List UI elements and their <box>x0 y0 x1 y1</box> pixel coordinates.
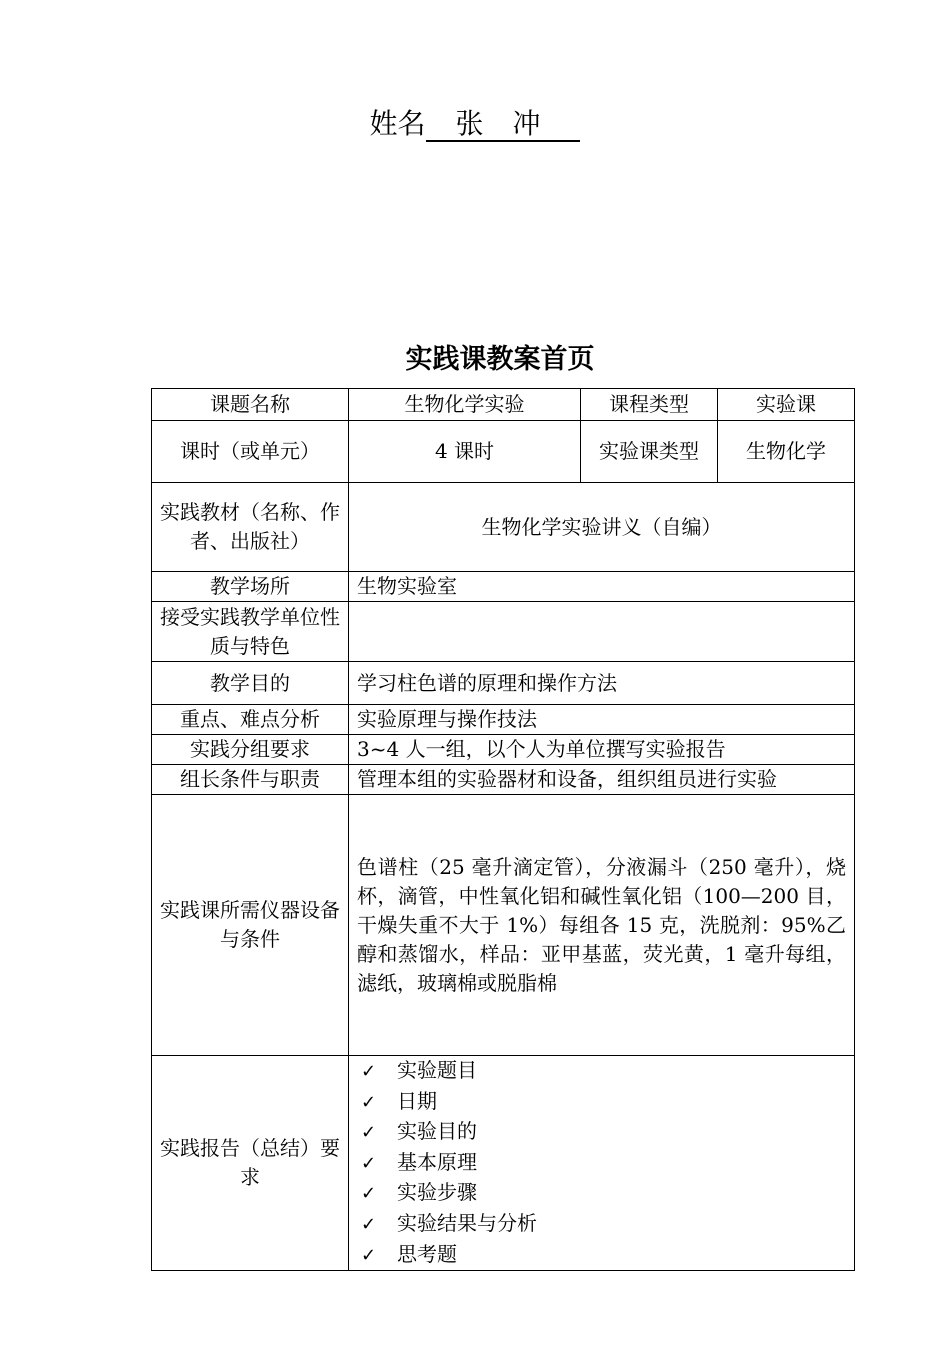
lab-type-value: 生物化学 <box>718 421 855 483</box>
unit-label: 接受实践教学单位性质与特色 <box>152 602 349 662</box>
leader-label: 组长条件与职责 <box>152 765 349 795</box>
checkmark-icon: ✓ <box>361 1244 377 1266</box>
hours-value: 4 课时 <box>349 421 581 483</box>
lab-type-label: 实验课类型 <box>581 421 718 483</box>
report-items-cell <box>349 1056 855 1271</box>
name-value: 张 冲 <box>426 108 581 142</box>
report-item <box>361 1148 846 1179</box>
checkmark-icon: ✓ <box>361 1091 377 1113</box>
topic-value: 生物化学实验 <box>349 389 581 421</box>
course-type-value: 实验课 <box>718 389 855 421</box>
keypoints-label: 重点、难点分析 <box>152 705 349 735</box>
report-item-label: 实验结果与分析 <box>397 1210 537 1235</box>
lesson-plan-table <box>151 388 855 1271</box>
table-row <box>152 389 855 421</box>
topic-label: 课题名称 <box>152 389 349 421</box>
name-label: 姓名 <box>369 107 426 140</box>
venue-label: 教学场所 <box>152 572 349 602</box>
report-item <box>361 1209 846 1240</box>
report-item-label: 实验题目 <box>397 1058 477 1082</box>
table-row <box>152 795 855 1056</box>
textbook-value: 生物化学实验讲义（自编） <box>349 483 855 572</box>
report-item-label: 实验目的 <box>397 1119 477 1144</box>
table-row <box>152 421 855 483</box>
keypoints-value: 实验原理与操作技法 <box>349 705 855 735</box>
checkmark-icon: ✓ <box>361 1122 377 1144</box>
equipment-value: 色谱柱（25 毫升滴定管），分液漏斗（250 毫升），烧杯，滴管，中性氧化铝和碱性氧化铝（100—200 目，干燥失重不大于 1%）每组各 15 克，洗脱剂：95%乙醇和蒸馏水，样品：亚甲基蓝，荧光黄，1 毫升每组，滤纸，玻璃棉或脱脂棉 <box>349 795 855 1056</box>
checkmark-icon: ✓ <box>361 1213 377 1235</box>
report-item-label: 实验步骤 <box>397 1180 477 1205</box>
report-item <box>361 1240 846 1271</box>
table-row <box>152 705 855 735</box>
report-item-label: 基本原理 <box>397 1149 477 1174</box>
textbook-label: 实践教材（名称、作者、出版社） <box>152 483 349 572</box>
student-name-line <box>0 106 950 142</box>
report-item-label: 日期 <box>397 1088 437 1113</box>
table-row <box>152 765 855 795</box>
grouping-value: 3~4 人一组，以个人为单位撰写实验报告 <box>349 735 855 765</box>
checkmark-icon: ✓ <box>361 1183 377 1205</box>
hours-label: 课时（或单元） <box>152 421 349 483</box>
objective-label: 教学目的 <box>152 662 349 705</box>
table-row <box>152 483 855 572</box>
venue-value: 生物实验室 <box>349 572 855 602</box>
checkmark-icon: ✓ <box>361 1152 377 1174</box>
page-title: 实践课教案首页 <box>405 344 595 375</box>
checkmark-icon: ✓ <box>361 1061 377 1082</box>
leader-value: 管理本组的实验器材和设备，组织组员进行实验 <box>349 765 855 795</box>
course-type-label: 课程类型 <box>581 389 718 421</box>
table-row <box>152 1056 855 1271</box>
grouping-label: 实践分组要求 <box>152 735 349 765</box>
table-row <box>152 572 855 602</box>
report-label: 实践报告（总结）要求 <box>152 1056 349 1271</box>
table-row <box>152 662 855 705</box>
report-item-label: 思考题 <box>397 1241 457 1266</box>
equipment-label: 实践课所需仪器设备与条件 <box>152 795 349 1056</box>
report-item <box>361 1056 846 1087</box>
table-row <box>152 735 855 765</box>
report-checklist <box>357 1056 846 1270</box>
report-item <box>361 1087 846 1118</box>
table-row <box>152 602 855 662</box>
objective-value: 学习柱色谱的原理和操作方法 <box>349 662 855 705</box>
report-item <box>361 1178 846 1209</box>
report-item <box>361 1117 846 1148</box>
unit-value <box>349 602 855 662</box>
